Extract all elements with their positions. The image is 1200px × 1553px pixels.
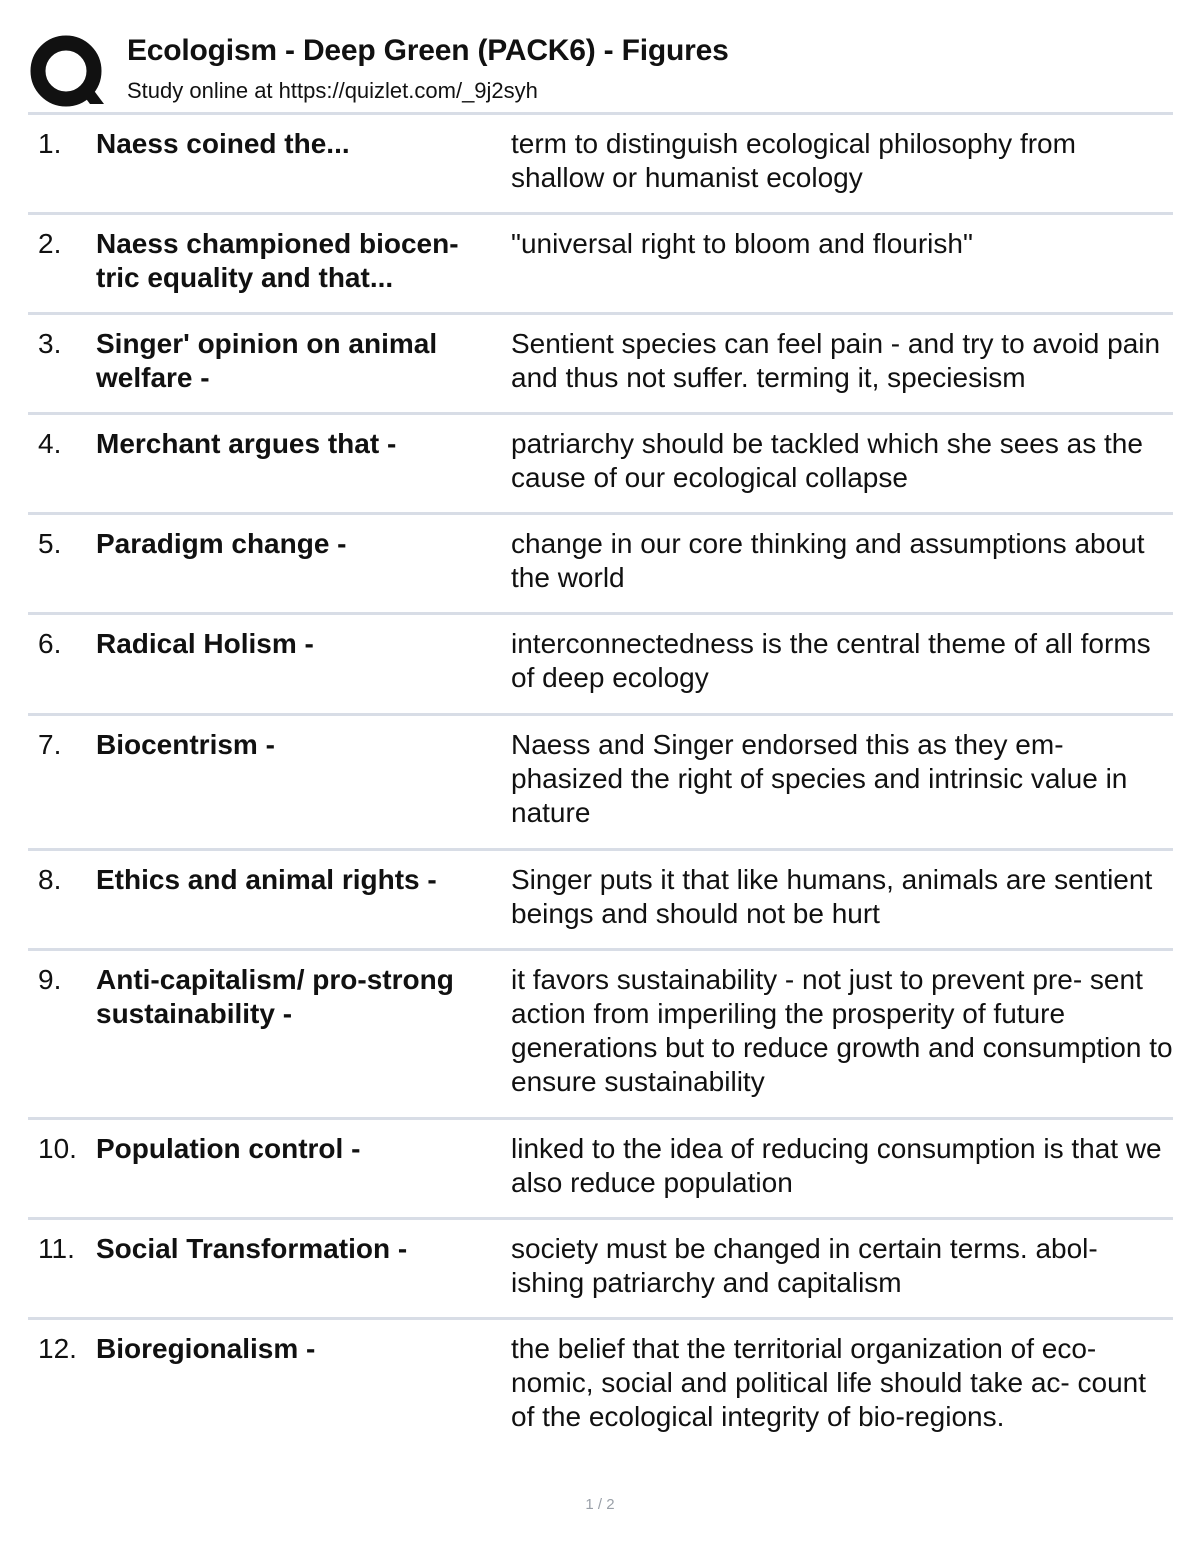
card-row	[28, 612, 1173, 713]
card-term: Naess coined the...	[96, 128, 350, 159]
card-definition: Sentient species can feel pain - and try to avoid pain and thus not suffer. terming it, speciesism	[511, 328, 1161, 393]
card-definition: "universal right to bloom and flourish"	[511, 228, 973, 259]
card-term: Social Transformation -	[96, 1233, 408, 1264]
card-definition: Singer puts it that like humans, animals are sentient beings and should not be hurt	[511, 864, 1153, 929]
page-title: Ecologism - Deep Green (PACK6) - Figures	[127, 34, 729, 67]
card-number: 9.	[38, 964, 62, 995]
card-row	[28, 1217, 1173, 1317]
card-definition: the belief that the territorial organization of eco- nomic, social and political life should take ac- count of the ecological integrity of bio-regions.	[511, 1333, 1147, 1432]
card-row	[28, 848, 1173, 948]
card-definition: Naess and Singer endorsed this as they em- phasized the right of species and intrinsic value in nature	[511, 729, 1128, 828]
card-term: Naess championed biocen- tric equality and that...	[96, 228, 459, 293]
quizlet-q-logo-icon	[30, 34, 106, 110]
card-definition: linked to the idea of reducing consumption is that we also reduce population	[511, 1133, 1162, 1198]
card-definition: term to distinguish ecological philosophy from shallow or humanist ecology	[511, 128, 1076, 193]
card-definition: change in our core thinking and assumptions about the world	[511, 528, 1145, 593]
card-row	[28, 212, 1173, 312]
card-term: Radical Holism -	[96, 628, 314, 659]
card-number: 3.	[38, 328, 62, 359]
card-term: Paradigm change -	[96, 528, 347, 559]
card-row	[28, 312, 1173, 412]
card-term: Ethics and animal rights -	[96, 864, 437, 895]
card-number: 11.	[38, 1233, 75, 1264]
card-row	[28, 1317, 1173, 1450]
card-row	[28, 948, 1173, 1117]
card-number: 12.	[38, 1333, 77, 1364]
card-row	[28, 112, 1173, 212]
card-definition: society must be changed in certain terms. abol- ishing patriarchy and capitalism	[511, 1233, 1098, 1298]
page-indicator: 1 / 2	[585, 1496, 615, 1513]
card-term: Bioregionalism -	[96, 1333, 316, 1364]
card-row	[28, 713, 1173, 848]
card-number: 10.	[38, 1133, 77, 1164]
card-number: 6.	[38, 628, 62, 659]
study-link-text[interactable]: Study online at https://quizlet.com/_9j2syh	[127, 78, 538, 103]
flashcard-list	[28, 112, 1173, 1450]
card-number: 7.	[38, 729, 62, 760]
card-number: 5.	[38, 528, 62, 559]
card-definition: interconnectedness is the central theme of all forms of deep ecology	[511, 628, 1151, 693]
card-row	[28, 412, 1173, 512]
card-number: 1.	[38, 128, 62, 159]
card-term: Biocentrism -	[96, 729, 275, 760]
card-definition: it favors sustainability - not just to prevent pre- sent action from imperiling the prosperity of future generations but to reduce growth and consumption to ensure sustainability	[511, 964, 1173, 1097]
card-term: Population control -	[96, 1133, 361, 1164]
card-term: Anti-capitalism/ pro-strong sustainability -	[96, 964, 454, 1029]
page-header	[30, 30, 1172, 112]
card-number: 4.	[38, 428, 62, 459]
card-term: Merchant argues that -	[96, 428, 397, 459]
card-term: Singer' opinion on animal welfare -	[96, 328, 438, 393]
card-number: 8.	[38, 864, 62, 895]
card-definition: patriarchy should be tackled which she sees as the cause of our ecological collapse	[511, 428, 1143, 493]
card-row	[28, 512, 1173, 612]
card-number: 2.	[38, 228, 62, 259]
card-row	[28, 1117, 1173, 1217]
